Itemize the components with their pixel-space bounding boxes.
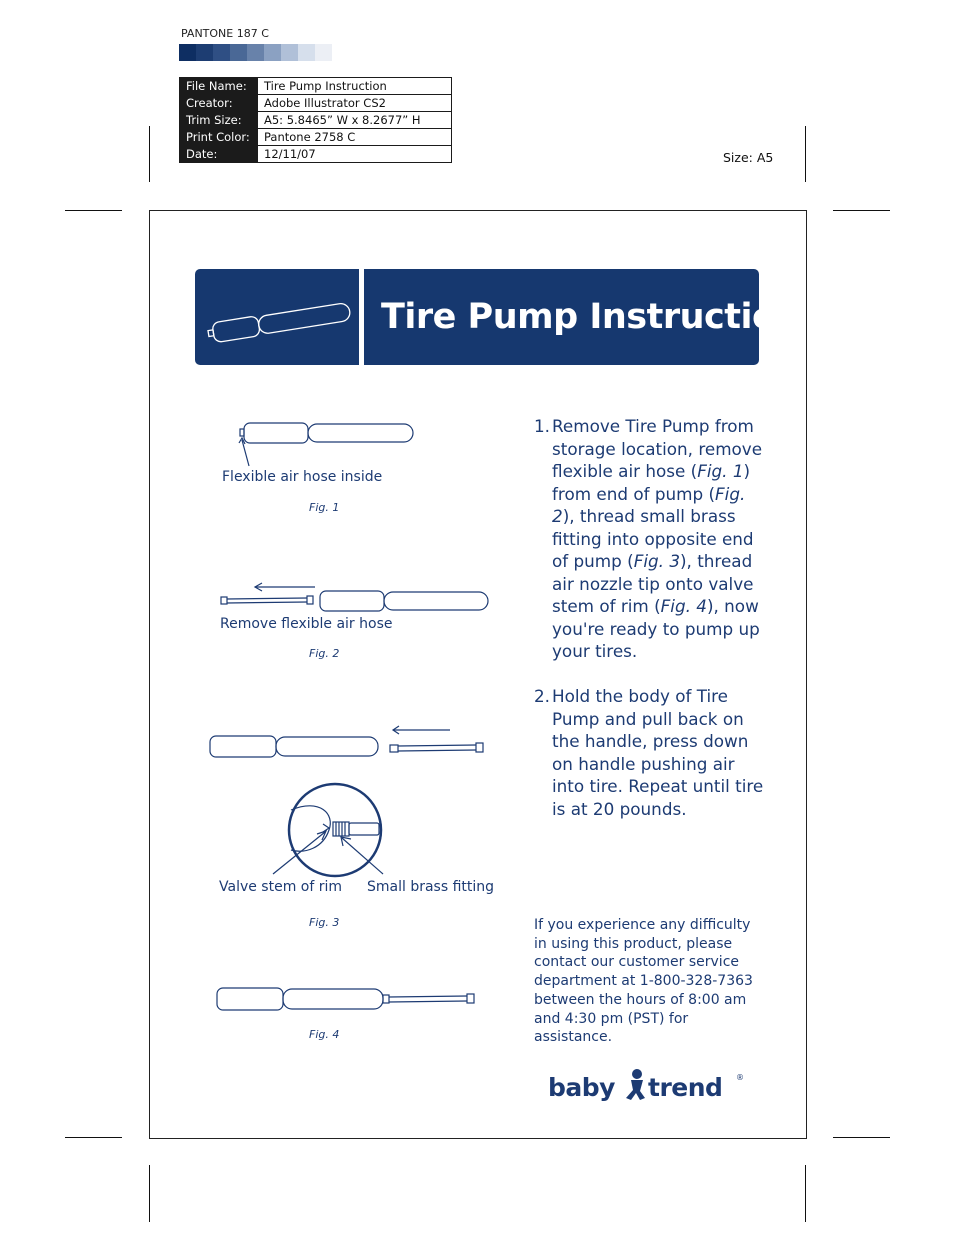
logo-text-right: trend: [648, 1073, 723, 1102]
fig3-illustration: [205, 722, 495, 897]
crop-mark: [833, 210, 890, 211]
creator-value: Adobe Illustrator CS2: [258, 95, 452, 112]
color-swatch: [298, 44, 315, 61]
step-text-part: Remove Tire Pump from storage location, remove flexible air hose (: [552, 416, 763, 481]
color-swatch: [315, 44, 332, 61]
crop-mark: [833, 1137, 890, 1138]
tire-pump-icon: [195, 269, 359, 365]
crop-mark: [65, 1137, 122, 1138]
fig3-caption-right: Small brass fitting: [367, 879, 495, 895]
crop-mark: [805, 126, 806, 182]
fig2-label: Fig. 2: [309, 647, 340, 660]
logo-text-left: baby: [548, 1073, 615, 1102]
page-title: Tire Pump Instruction: [381, 297, 800, 337]
fig3-label: Fig. 3: [309, 916, 340, 929]
creator-key: Creator:: [180, 95, 258, 112]
customer-service-note: If you experience any difficulty in using this product, please contact our customer service department at 1-800-328-7363 between the hours of 8:00 am and 4:30 pm (PST) for assistance.: [534, 917, 753, 1046]
trim-size-value: A5: 5.8465” W x 8.2677” H: [258, 112, 452, 129]
color-swatch: [230, 44, 247, 61]
step-text-part: ), thread air nozzle tip onto valve stem of rim (: [552, 551, 754, 616]
fig2-caption: Remove flexible air hose: [220, 616, 393, 632]
figure-reference: Fig. 2: [552, 483, 746, 526]
banner-icon-panel: [195, 269, 359, 365]
step-text: [534, 415, 769, 663]
trim-size-key: Trim Size:: [180, 112, 258, 129]
step-text-part: ), thread small brass fitting into opposite end of pump (: [552, 506, 754, 571]
step-number: 2.: [534, 686, 551, 706]
crop-mark: [805, 1165, 806, 1222]
crop-mark: [149, 126, 150, 182]
date-key: Date:: [180, 146, 258, 163]
instruction-step-1: [534, 415, 769, 663]
fig1-caption: Flexible air hose inside: [222, 469, 383, 485]
figure-reference: Fig. 4: [660, 596, 707, 616]
table-row: [180, 112, 452, 129]
file-name-key: File Name:: [180, 78, 258, 95]
pantone-swatch-strip: [179, 44, 332, 61]
table-row: [180, 146, 452, 163]
figure-reference: Fig. 3: [633, 551, 680, 571]
color-swatch: [247, 44, 264, 61]
fig4-label: Fig. 4: [309, 1028, 340, 1041]
baby-trend-logo: [546, 1066, 746, 1106]
fig1-label: Fig. 1: [309, 501, 340, 514]
file-info-table: [179, 77, 452, 163]
color-swatch: [281, 44, 298, 61]
fig4-pump-illustration: [212, 983, 482, 1018]
file-name-value: Tire Pump Instruction: [258, 78, 452, 95]
crop-mark: [65, 210, 122, 211]
figure-reference: Fig. 1: [697, 461, 744, 481]
color-swatch: [213, 44, 230, 61]
pantone-label: PANTONE 187 C: [181, 27, 269, 40]
print-color-key: Print Color:: [180, 129, 258, 146]
step-text-part: Hold the body of Tire Pump and pull back on the handle, press down on handle pushing air into tire. Repeat until tire is at 20 pounds.: [552, 686, 764, 819]
step-text-part: ) from end of pump (: [552, 461, 751, 504]
fig3-caption-left: Valve stem of rim: [219, 879, 343, 895]
print-color-value: Pantone 2758 C: [258, 129, 452, 146]
table-row: [180, 129, 452, 146]
color-swatch: [179, 44, 196, 61]
step-text: [534, 685, 769, 820]
size-label: Size: A5: [723, 150, 774, 165]
baby-trend-wordmark: [546, 1066, 746, 1106]
fig2-pump-illustration: [217, 578, 492, 618]
step-number: 1.: [534, 416, 551, 436]
step-text-part: ), now you're ready to pump up your tires.: [552, 596, 760, 661]
date-value: 12/11/07: [258, 146, 452, 163]
child-figure-icon: [626, 1069, 645, 1100]
table-row: [180, 78, 452, 95]
registered-mark: ®: [736, 1073, 744, 1082]
crop-mark: [149, 1165, 150, 1222]
instruction-step-2: [534, 685, 769, 820]
color-swatch: [264, 44, 281, 61]
color-swatch: [196, 44, 213, 61]
table-row: [180, 95, 452, 112]
fig1-pump-illustration: [230, 418, 420, 468]
